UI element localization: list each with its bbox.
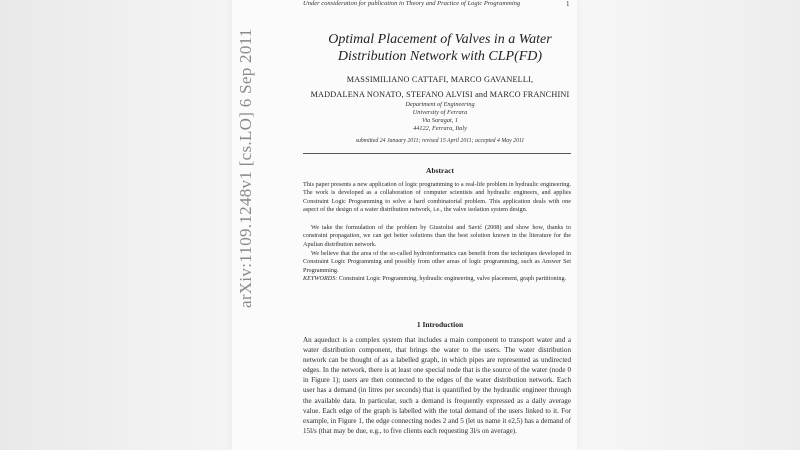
abstract-paragraph-2: We take the formulation of the problem by Giustolisi and Savić (2008) and show how, thanks to constraint propagation, we can get better solutions than the best solution known in the literature for the Apulian distribution network.	[303, 224, 571, 248]
right-backdrop	[560, 0, 800, 450]
keywords-label: KEYWORDS:	[303, 275, 338, 282]
affiliation-department: Department of Engineering	[405, 101, 475, 108]
affiliation-city: 44122, Ferrara, Italy	[413, 125, 467, 132]
authors-line-1: MASSIMILIANO CATTAFI, MARCO GAVANELLI,	[346, 75, 534, 84]
introduction-heading: 1 Introduction	[416, 320, 464, 329]
keywords-text: Constraint Logic Programming, hydraulic engineering, valve placement, graph partitioning.	[337, 275, 567, 282]
page-number: 1	[566, 0, 570, 8]
title-line-1: Optimal Placement of Valves in a Water	[328, 32, 552, 47]
abstract-heading: Abstract	[426, 166, 454, 175]
arxiv-identifier-stamp: arXiv:1109.1248v1 [cs.LO] 6 Sep 2011	[236, 28, 255, 308]
keywords	[303, 275, 571, 283]
paper-title	[300, 31, 580, 65]
affiliation-university: University of Ferrara	[412, 109, 468, 116]
authors-line-2: MADDALENA NONATO, STEFANO ALVISI and MARCO FRANCHINI	[310, 90, 570, 99]
affiliation-street: Via Saragat, 1	[421, 117, 459, 124]
submission-dates: submitted 24 January 2011; revised 15 April 2011; accepted 4 May 2011	[355, 138, 525, 144]
abstract-paragraph-1: This paper presents a new application of logic programming to a real-life problem in hydraulic engineering. The work is developed as a collaboration of computer scientists and hydraulic engineers, and applies Constraint Logic Programming to solve a hard combinatorial problem. This application deals with one aspect of the design of a water distribution network, i.e., the valve isolation system design.	[303, 181, 571, 214]
abstract-paragraph-3: We believe that the area of the so-called hydroinformatics can benefit from the techniques developed in Constraint Logic Programming and possibly from other areas of logic programming, such as Answer Set Programming.	[303, 250, 571, 274]
title-line-2: Distribution Network with CLP(FD)	[337, 49, 543, 64]
introduction-body: An aqueduct is a complex system that includes a main component to transport water and a water distribution component, that brings the water to the users. The water distribution network can be thought of as a labelled graph, in which pipes are represented as undirected edges. In the network, there is at least one special node that is the source of the water (node 0 in Figure 1); users are then connected to the edges of the water distribution network. Each user has a demand (in litres per seconds) that is quantified by the hydraulic engineer through the available data. In particular, such a demand is frequently expressed as a daily average value. Each edge of the graph is labelled with the total demand of the users linked to it. For example, in Figure 1, the edge connecting nodes 2 and 5 (let us name it e2,5) has a demand of 15l/s (that may be due, e.g., to five clients each requesting 3l/s on average).	[303, 336, 571, 435]
running-head: Under consideration for publication in Theory and Practice of Logic Programming	[303, 0, 521, 7]
header-rule	[303, 153, 571, 154]
